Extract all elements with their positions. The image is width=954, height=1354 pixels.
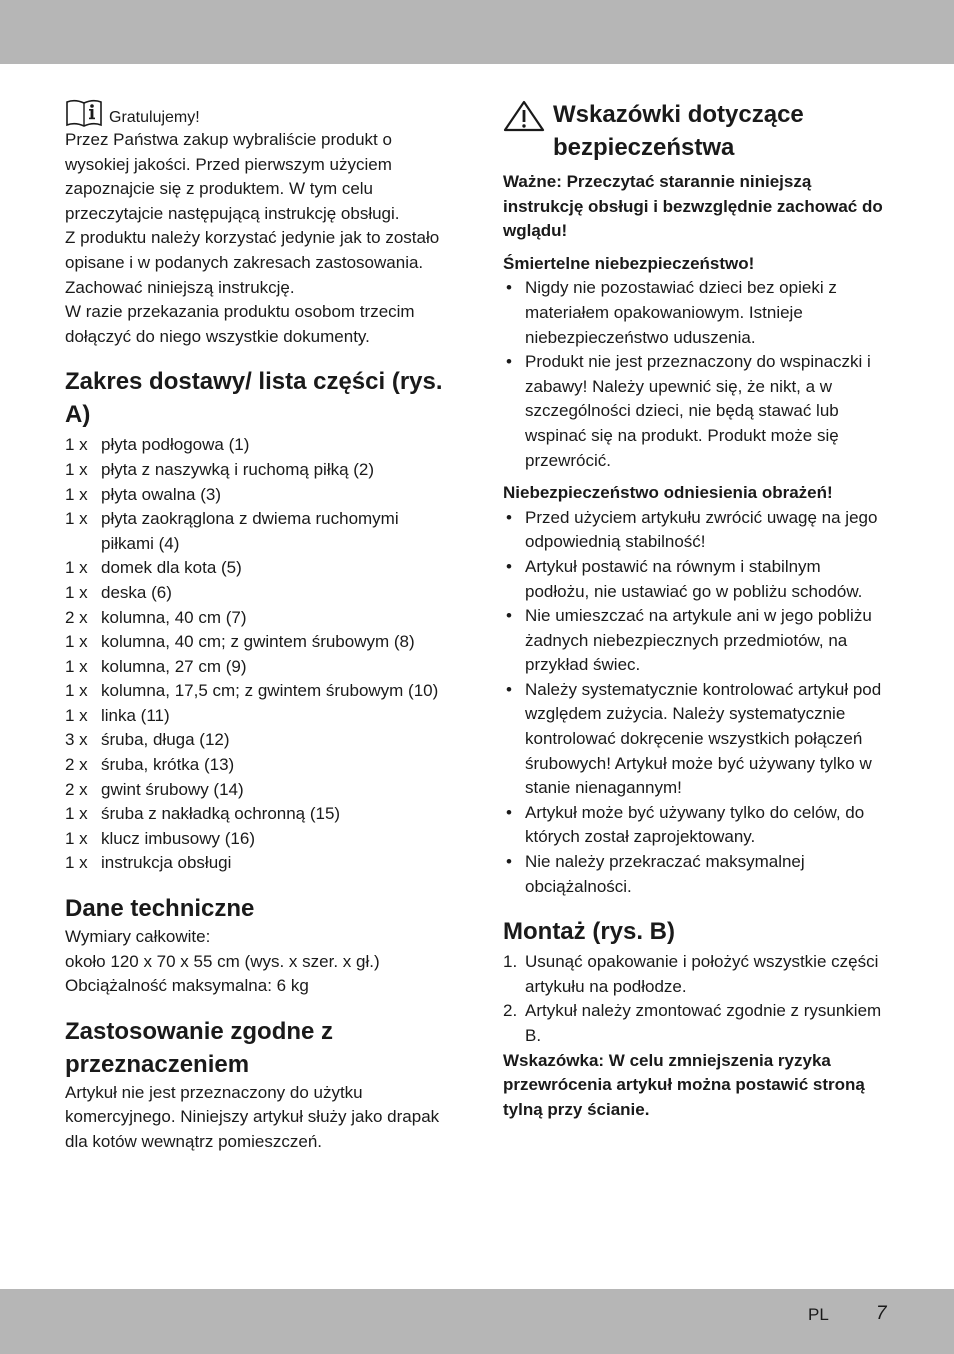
- part-quantity: 2 x: [65, 779, 88, 799]
- info-book-icon: [65, 98, 103, 128]
- fatal-danger-title: Śmiertelne niebezpieczeństwo!: [503, 253, 755, 273]
- part-item: [65, 704, 450, 729]
- assembly-heading: Montaż (rys. B): [503, 918, 676, 946]
- intro-paragraph: Przez Państwa zakup wybraliście produkt o wysokiej jakości. Przed pierwszym użyciem zapoznajcie się z produktem. W tym celu przeczytajcie następującą instrukcję obsługi.: [65, 130, 400, 223]
- language-code: PL: [808, 1305, 829, 1324]
- bullet-item: • Przed użyciem artykułu zwrócić uwagę na jego odpowiednią stabilność!: [503, 506, 888, 555]
- part-item: [65, 827, 450, 852]
- warning-triangle-icon: [503, 100, 545, 132]
- part-name: płyta podłogowa (1): [101, 435, 250, 455]
- part-quantity: 2 x: [65, 607, 88, 627]
- part-item: [65, 802, 450, 827]
- part-item: [65, 556, 450, 581]
- part-name: domek dla kota (5): [101, 558, 242, 578]
- part-name: klucz imbusowy (16): [101, 828, 255, 848]
- part-item: [65, 483, 450, 508]
- bullet-item: • Nie należy przekraczać maksymalnej obciążalności.: [503, 850, 888, 899]
- assembly-step: [503, 999, 888, 1048]
- part-name: śruba z nakładką ochronną (15): [101, 804, 341, 824]
- part-quantity: 3 x: [65, 730, 88, 750]
- part-quantity: 1 x: [65, 828, 88, 848]
- part-name: śruba, długa (12): [101, 730, 230, 750]
- injury-danger-title: Niebezpieczeństwo odniesienia obrażeń!: [503, 483, 833, 503]
- part-item: [65, 630, 450, 655]
- part-name: płyta owalna (3): [101, 484, 222, 504]
- intro-header: [65, 98, 450, 128]
- part-name: kolumna, 17,5 cm; z gwintem śrubowym (10): [101, 681, 439, 701]
- part-name: instrukcja obsługi: [101, 853, 232, 873]
- technical-line: Wymiary całkowite:: [65, 927, 211, 947]
- part-item: [65, 581, 450, 606]
- part-quantity: 1 x: [65, 459, 88, 479]
- part-item: [65, 458, 450, 483]
- important-notice: Ważne: Przeczytać starannie niniejszą instrukcję obsługi i bezwzględnie zachować do wglądu!: [503, 172, 883, 241]
- right-column: [503, 98, 888, 1122]
- left-column: [65, 98, 450, 1155]
- part-quantity: 1 x: [65, 509, 88, 529]
- part-quantity: 1 x: [65, 484, 88, 504]
- delivery-heading: Zakres dostawy/ lista części (rys. A): [65, 368, 443, 429]
- part-name: gwint śrubowy (14): [101, 779, 244, 799]
- part-item: [65, 606, 450, 631]
- part-quantity: 1 x: [65, 681, 88, 701]
- part-name: kolumna, 40 cm (7): [101, 607, 247, 627]
- part-item: [65, 753, 450, 778]
- bullet-item: • Nie umieszczać na artykule ani w jego pobliżu żadnych niebezpiecznych przedmiotów, na przykład świec.: [503, 604, 888, 678]
- bullet-item: • Należy systematycznie kontrolować artykuł pod względem zużycia. Należy systematycznie kontrolować dokręcenie wszystkich połączeń śrubowych! Artykuł może być używany tylko w stanie nienagannym!: [503, 678, 888, 801]
- bullet-item: • Produkt nie jest przeznaczony do wspinaczki i zabawy! Należy upewnić się, że nikt, a w szczególności dzieci, nie będą stawać lub wspinać się na produkt. Produkt może się przewrócić.: [503, 350, 888, 473]
- fatal-danger-list: [503, 276, 888, 473]
- technical-heading: Dane techniczne: [65, 895, 255, 923]
- part-item: [65, 728, 450, 753]
- step-number: 2.: [503, 1001, 518, 1021]
- part-name: płyta zaokrąglona z dwiema ruchomymi piłkami (4): [101, 509, 399, 553]
- assembly-note: Wskazówka: W celu zmniejszenia ryzyka przewrócenia artykuł można postawić stroną tylną przy ścianie.: [503, 1050, 865, 1119]
- part-name: płyta z naszywką i ruchomą piłką (2): [101, 459, 375, 479]
- part-quantity: 2 x: [65, 755, 88, 775]
- part-quantity: 1 x: [65, 804, 88, 824]
- part-item: [65, 851, 450, 876]
- intro-paragraph: Z produktu należy korzystać jedynie jak to zostało opisane i w podanych zakresach zastosowania. Zachować niniejszą instrukcję.: [65, 228, 440, 297]
- step-text: Usunąć opakowanie i położyć wszystkie części artykułu na podłodze.: [525, 952, 879, 996]
- greeting: Gratulujemy!: [109, 109, 200, 126]
- part-quantity: 1 x: [65, 853, 88, 873]
- page-number: 7: [876, 1303, 887, 1324]
- bullet-item: • Nigdy nie pozostawiać dzieci bez opieki z materiałem opakowaniowym. Istnieje niebezpieczeństwo uduszenia.: [503, 276, 888, 350]
- part-item: [65, 507, 450, 556]
- part-item: [65, 433, 450, 458]
- part-quantity: 1 x: [65, 705, 88, 725]
- part-item: [65, 778, 450, 803]
- intended-use-heading: Zastosowanie zgodne z przeznaczeniem: [65, 1017, 334, 1078]
- technical-line: około 120 x 70 x 55 cm (wys. x szer. x gł.): [65, 951, 380, 971]
- top-bar: [0, 0, 954, 64]
- part-item: [65, 679, 450, 704]
- technical-line: Obciążalność maksymalna: 6 kg: [65, 976, 309, 996]
- safety-header: [503, 98, 888, 164]
- part-name: kolumna, 27 cm (9): [101, 656, 247, 676]
- assembly-step: [503, 950, 888, 999]
- assembly-steps: [503, 950, 888, 1048]
- part-name: linka (11): [101, 705, 170, 725]
- step-text: Artykuł należy zmontować zgodnie z rysunkiem B.: [525, 1001, 882, 1045]
- step-number: 1.: [503, 952, 518, 972]
- part-quantity: 1 x: [65, 632, 88, 652]
- part-name: deska (6): [101, 582, 172, 602]
- intro-paragraph: W razie przekazania produktu osobom trzecim dołączyć do niego wszystkie dokumenty.: [65, 302, 415, 346]
- part-quantity: 1 x: [65, 558, 88, 578]
- bullet-item: • Artykuł postawić na równym i stabilnym podłożu, nie ustawiać go w pobliżu schodów.: [503, 555, 888, 604]
- intended-use-text: Artykuł nie jest przeznaczony do użytku komercyjnego. Niniejszy artykuł służy jako drapak dla kotów wewnątrz pomieszczeń.: [65, 1082, 440, 1151]
- part-quantity: 1 x: [65, 435, 88, 455]
- part-item: [65, 655, 450, 680]
- parts-list: [65, 433, 450, 876]
- injury-danger-list: [503, 506, 888, 900]
- bullet-item: • Artykuł może być używany tylko do celów, do których został zaprojektowany.: [503, 801, 888, 850]
- part-name: śruba, krótka (13): [101, 755, 235, 775]
- part-quantity: 1 x: [65, 582, 88, 602]
- part-name: kolumna, 40 cm; z gwintem śrubowym (8): [101, 632, 415, 652]
- part-quantity: 1 x: [65, 656, 88, 676]
- safety-heading: Wskazówki dotyczące bezpieczeństwa: [553, 101, 804, 161]
